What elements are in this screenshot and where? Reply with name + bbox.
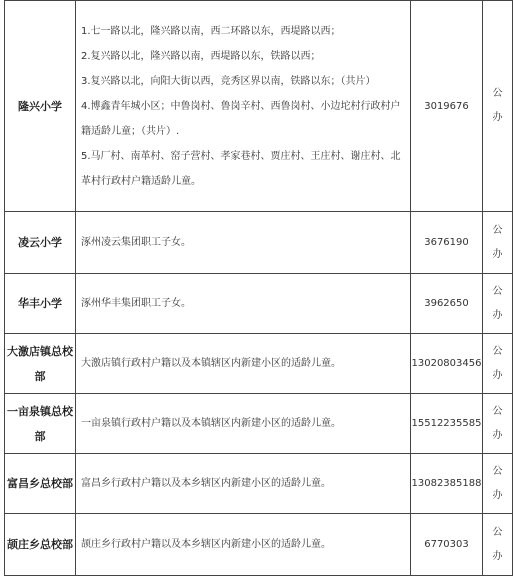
enrollment-area	[76, 1, 411, 212]
school-type-char: 公	[492, 88, 503, 99]
phone-number: 13082385188	[411, 454, 483, 514]
school-type-char: 公	[492, 526, 503, 538]
school-type-char: 公	[492, 224, 503, 236]
school-type	[483, 394, 513, 454]
phone-number: 3019676	[411, 1, 483, 212]
school-type-char: 办	[492, 309, 503, 321]
school-enrollment-table	[4, 0, 513, 576]
table-row	[5, 454, 513, 514]
area-item: 颉庄乡行政村户籍以及本乡辖区内新建小区的适龄儿童。	[81, 539, 331, 550]
school-name: 富昌乡总校部	[5, 454, 76, 514]
table-row	[5, 514, 513, 576]
school-type	[483, 212, 513, 274]
school-name: 隆兴小学	[5, 1, 76, 212]
school-name: 颉庄乡总校部	[5, 514, 76, 576]
school-type	[483, 514, 513, 576]
phone-number: 13020803456	[411, 334, 483, 394]
table-row	[5, 394, 513, 454]
school-type-char: 办	[492, 369, 503, 381]
area-item: 一亩泉镇行政村户籍以及本镇辖区内新建小区的适龄儿童。	[81, 418, 341, 429]
phone-number: 3962650	[411, 274, 483, 334]
school-type-char: 办	[492, 489, 503, 501]
phone-number: 3676190	[411, 212, 483, 274]
school-type-char: 办	[492, 248, 503, 260]
enrollment-area	[76, 514, 411, 576]
school-type	[483, 1, 513, 212]
area-item: 大激店镇行政村户籍以及本镇辖区内新建小区的适龄儿童。	[81, 358, 341, 369]
enrollment-area	[76, 394, 411, 454]
area-item: 4.博鑫青年城小区；中鲁岗村、鲁岗辛村、西鲁岗村、小边坨村行政村户籍适龄儿童；（共片）.	[81, 100, 401, 137]
enrollment-area	[76, 334, 411, 394]
area-item: 2.复兴路以北，隆兴路以南，西堤路以东，铁路以西；	[81, 50, 321, 62]
area-item: 1.七一路以北，隆兴路以南，西二环路以东，西堤路以西；	[81, 25, 341, 37]
school-type-char: 公	[492, 465, 503, 477]
school-type	[483, 334, 513, 394]
enrollment-area	[76, 274, 411, 334]
school-type-char: 办	[492, 429, 503, 441]
phone-number: 6770303	[411, 514, 483, 576]
table-row	[5, 334, 513, 394]
school-type-char: 公	[492, 285, 503, 297]
school-type	[483, 274, 513, 334]
school-type-char: 办	[492, 550, 503, 562]
area-item: 涿州凌云集团职工子女。	[81, 237, 191, 248]
area-item: 3.复兴路以北，向阳大街以西，竞秀区界以南，铁路以东；（共片）	[81, 75, 376, 87]
table-row	[5, 212, 513, 274]
school-type	[483, 454, 513, 514]
enrollment-area	[76, 454, 411, 514]
school-name: 大激店镇总校部	[5, 334, 76, 394]
table-row	[5, 274, 513, 334]
school-type-char: 公	[492, 405, 503, 417]
enrollment-area	[76, 212, 411, 274]
area-item: 富昌乡行政村户籍以及本乡辖区内新建小区的适龄儿童。	[81, 478, 331, 489]
school-name: 华丰小学	[5, 274, 76, 334]
area-item: 5.马厂村、南革村、窑子营村、孝家巷村、贾庄村、王庄村、谢庄村、北革村行政村户籍适龄儿童。	[81, 150, 401, 187]
phone-number: 15512235585	[411, 394, 483, 454]
school-name: 一亩泉镇总校部	[5, 394, 76, 454]
area-item: 涿州华丰集团职工子女。	[81, 298, 191, 309]
table-row	[5, 1, 513, 212]
school-name: 凌云小学	[5, 212, 76, 274]
school-type-char: 公	[492, 345, 503, 357]
school-type-char: 办	[492, 112, 503, 123]
